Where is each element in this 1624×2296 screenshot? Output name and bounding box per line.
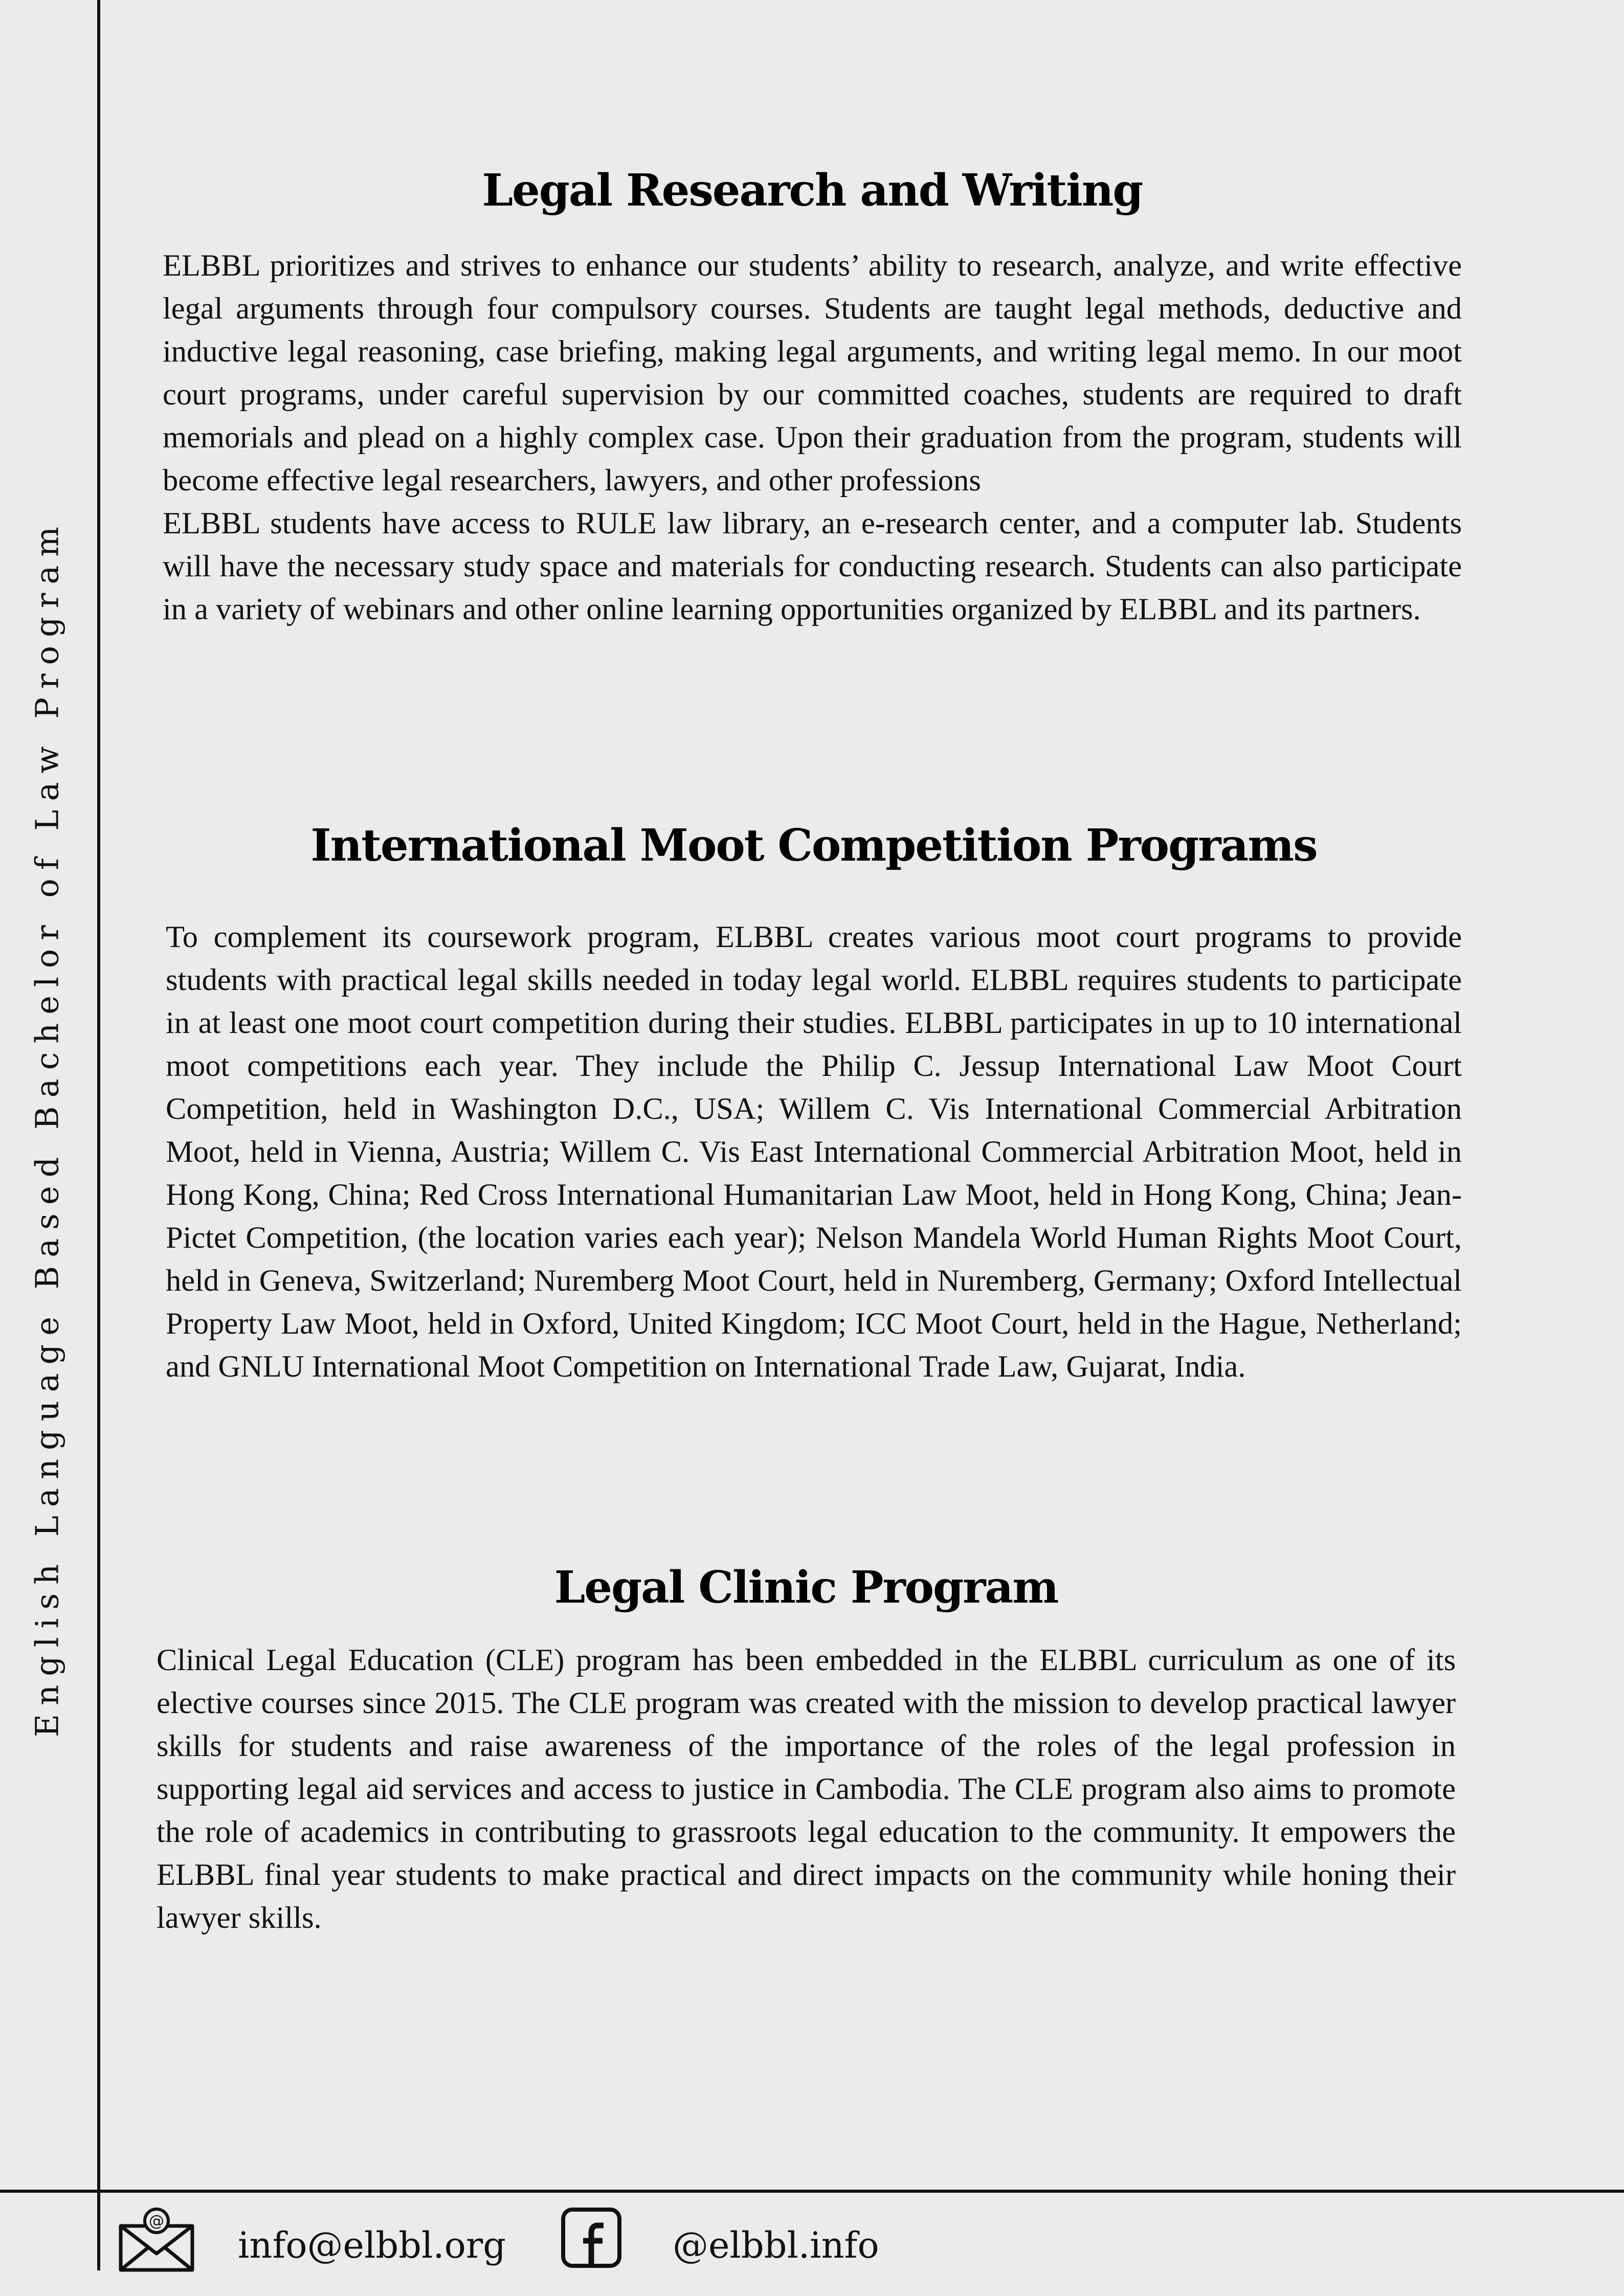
section-paragraph: ELBBL prioritizes and strives to enhance our students’ ability to research, analyze, and write effective legal arguments through four compulsory courses. Students are taught legal methods, deductive and inductive legal reasoning, case briefing, making legal arguments, and writing legal memo. In our moot court programs, under careful supervision by our committed coaches, students are required to draft memorials and plead on a highly complex case. Upon their graduation from the program, students will become effective legal researchers, lawyers, and other professions xyxy=(163,249,1462,498)
facebook-handle[interactable]: @elbbl.info xyxy=(673,2224,879,2266)
email-address[interactable]: info@elbbl.org xyxy=(238,2224,506,2266)
svg-text:@: @ xyxy=(149,2212,164,2230)
section-heading: International Moot Competition Programs xyxy=(310,820,1317,871)
facebook-icon xyxy=(561,2207,622,2268)
section-heading: Legal Clinic Program xyxy=(554,1562,1058,1613)
side-title: English Language Based Bachelor of Law Program xyxy=(28,517,66,1738)
section-moot-competition xyxy=(166,816,1462,1388)
section-paragraph: ELBBL students have access to RULE law library, an e-research center, and a computer lab. Students will have the necessary study space and materials for conducting research. Students can also participate in a variety of webinars and other online learning opportunities organized by ELBBL and its partners. xyxy=(163,506,1462,626)
section-paragraph: Clinical Legal Education (CLE) program has been embedded in the ELBBL curriculum as one of its elective courses since 2015. The CLE program was created with the mission to develop practical lawyer skills for students and raise awareness of the importance of the roles of the legal profession in supporting legal aid services and access to justice in Cambodia. The CLE program also aims to promote the role of academics in contributing to grassroots legal education to the community. It empowers the ELBBL final year students to make practical and direct impacts on the community while honing their lawyer skills. xyxy=(157,1643,1456,1935)
section-legal-clinic xyxy=(157,1560,1456,1940)
section-legal-research xyxy=(163,163,1462,631)
footer-divider xyxy=(0,2190,1624,2193)
envelope-at-icon xyxy=(118,2207,195,2273)
section-heading: Legal Research and Writing xyxy=(482,165,1143,216)
section-paragraph: To complement its coursework program, ELBBL creates various moot court programs to provide students with practical legal skills needed in today legal world. ELBBL requires students to participate in at least one moot court competition during their studies. ELBBL participates in up to 10 international moot competitions each year. They include the Philip C. Jessup International Law Moot Court Competition, held in Washington D.C., USA; Willem C. Vis International Commercial Arbitration Moot, held in Vienna, Austria; Willem C. Vis East International Commercial Arbitration Moot, held in Hong Kong, China; Red Cross International Humanitarian Law Moot, held in Hong Kong, China; Jean-Pictet Competition, (the location varies each year); Nelson Mandela World Human Rights Moot Court, held in Geneva, Switzerland; Nuremberg Moot Court, held in Nuremberg, Germany; Oxford Intellectual Property Law Moot, held in Oxford, United Kingdom; ICC Moot Court, held in the Hague, Netherland; and GNLU International Moot Competition on International Trade Law, Gujarat, India. xyxy=(166,920,1462,1384)
vertical-divider xyxy=(97,0,100,2270)
